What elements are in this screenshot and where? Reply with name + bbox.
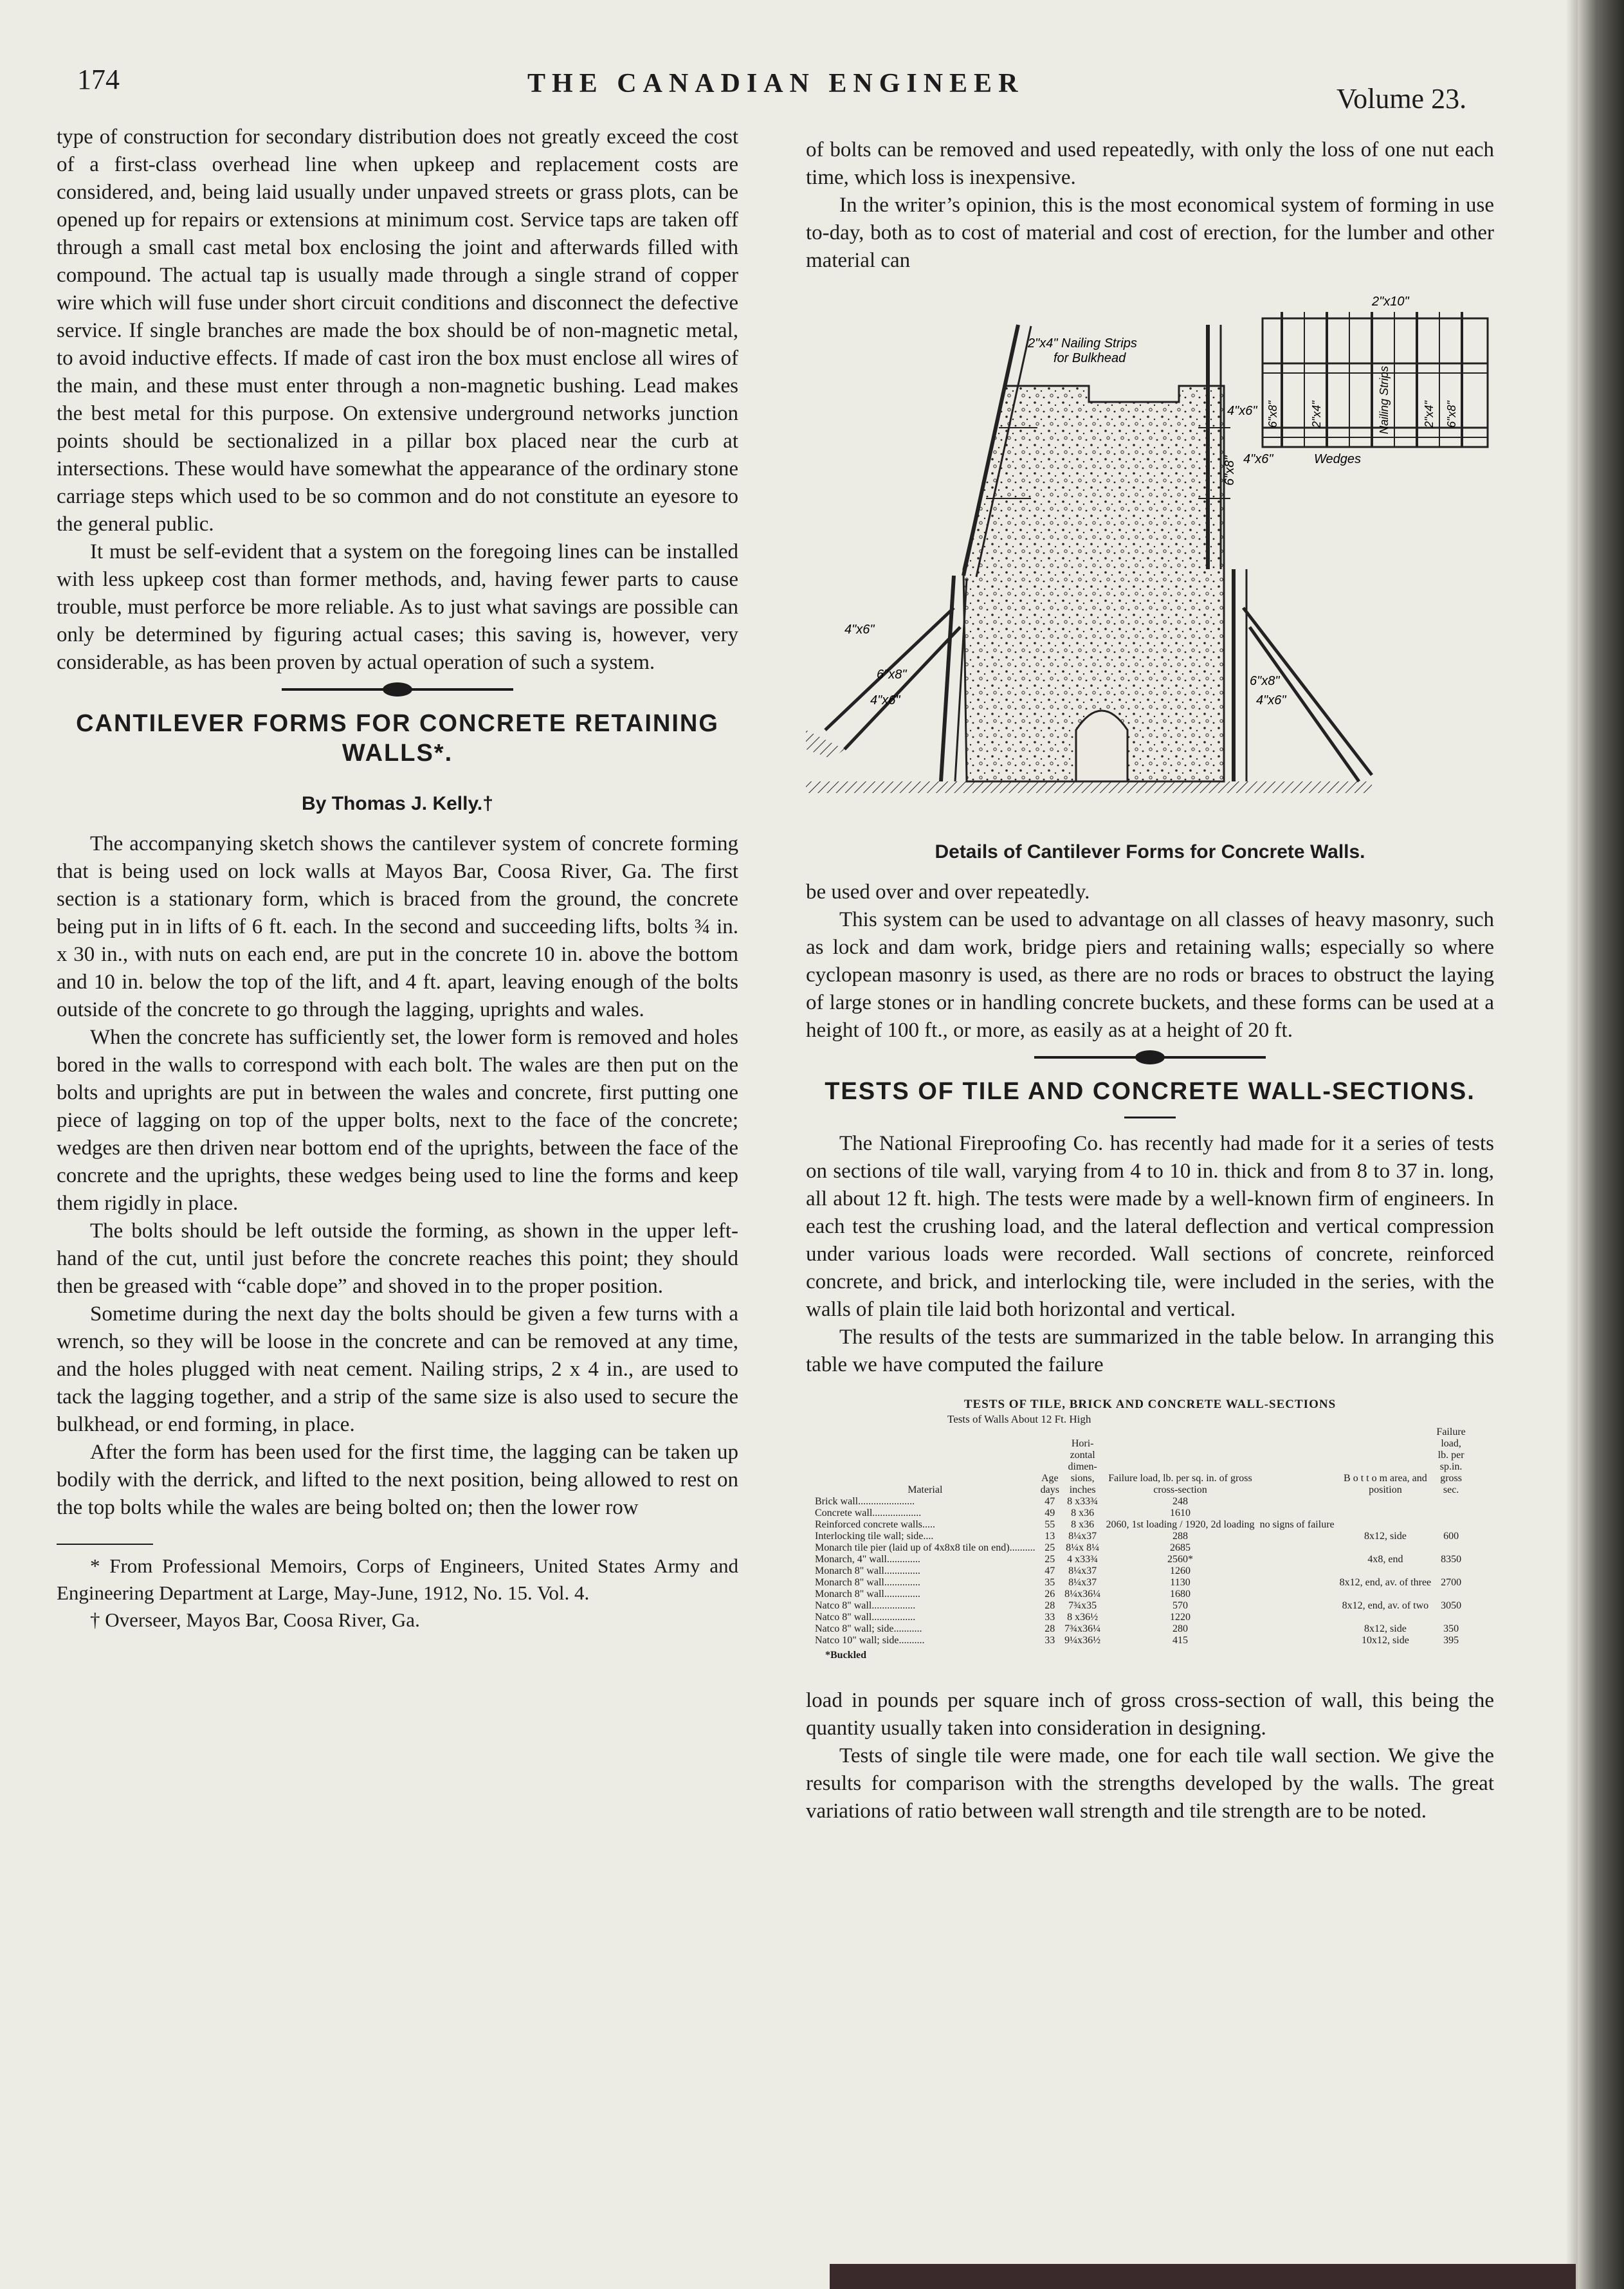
- table-row: [812, 1589, 1468, 1600]
- label: 4"x6": [870, 693, 900, 707]
- paragraph: The results of the tests are summarized in the table below. In arranging this table we have computed the failure: [806, 1326, 1494, 1376]
- table-cell-note: [1257, 1565, 1337, 1577]
- table-cell-age: 49: [1045, 1508, 1055, 1518]
- bottom-binding-tab: [830, 2264, 1576, 2289]
- col-header: Material: [908, 1484, 943, 1495]
- table-cell-material: Interlocking tile wall; side....: [815, 1531, 934, 1542]
- table-cell-failure: 2685: [1169, 1542, 1191, 1553]
- paragraph: be used over and over repeatedly.: [806, 880, 1090, 904]
- table-cell-age: 25: [1045, 1554, 1055, 1565]
- paragraph: This system can be used to advantage on all classes of heavy masonry, such as lock and dam work, bridge piers and retaining walls; especially so where cyclopean masonry is used, as there are no rods or braces to obstruct the laying of large stones or in handling concrete buckets, and these forms can be used at a height of 100 ft., or more, as easily as at a height of 20 ft.: [806, 908, 1494, 1042]
- table-cell-dims: 9¼x36½: [1064, 1635, 1101, 1646]
- label: 4"x6": [1227, 404, 1257, 418]
- table-cell-material: Natco 8" wall; side...........: [815, 1623, 922, 1634]
- table-title: TESTS OF TILE, BRICK AND CONCRETE WALL-SECTIONS: [963, 1398, 1337, 1411]
- label: 6"x8": [877, 668, 907, 682]
- table-cell-dims: 8 x36: [1071, 1508, 1095, 1518]
- table-cell-fail_tile: 395: [1443, 1635, 1459, 1646]
- table-cell-bottom: 8x12, side: [1364, 1531, 1407, 1542]
- table-cell-age: 35: [1045, 1577, 1055, 1588]
- table-cell-bottom: 8x12, side: [1364, 1623, 1407, 1634]
- paragraph: Tests of single tile were made, one for each tile wall section. We give the results for comparison with the strengths developed by the walls. The great variations of ratio between wall strength and tile strength are to be noted.: [806, 1744, 1494, 1823]
- table-cell-age: 28: [1045, 1600, 1055, 1611]
- paragraph: The National Fireproofing Co. has recently had made for it a series of tests on sections of tile wall, varying from 4 to 10 in. thick and from 8 to 37 in. long, all about 12 ft. high. The tests were made by a well-known firm of engineers. In each test the crushing load, and the lateral deflection and vertical compression under various loads were recorded. Wall sections of concrete, reinforced concrete, and brick, and interlocking tile, were included in the series, with the walls of plain tile laid both horizontal and vertical.: [806, 1132, 1494, 1321]
- table-cell-fail_tile: [1434, 1542, 1468, 1554]
- label: 6"x8": [1445, 401, 1458, 428]
- paragraph: It must be self-evident that a system on the foregoing lines can be installed with less upkeep cost than former methods, and, having fewer parts to cause trouble, must perforce be more reliable. As to just what savings are possible can only be determined by figuring actual cases; this saving is, however, very considerable, as has been proven by actual operation of such a system.: [57, 540, 738, 674]
- label: 4"x6": [844, 623, 875, 637]
- table-cell-age: 25: [1045, 1542, 1055, 1553]
- table-cell-material: Monarch tile pier (laid up of 4x8x8 tile on end)..........: [815, 1542, 1036, 1553]
- table-cell-age: 33: [1045, 1612, 1055, 1623]
- table-cell-note: [1257, 1600, 1337, 1612]
- col-header: Hori-zontal dimen-sions, inches: [1068, 1438, 1097, 1495]
- table-cell-fail_tile: [1434, 1508, 1468, 1519]
- table-cell-age: 47: [1045, 1496, 1055, 1507]
- table-cell-note: [1257, 1577, 1337, 1589]
- cantilever-forms-drawing: [806, 286, 1494, 833]
- paragraph: Sometime during the next day the bolts should be given a few turns with a wrench, so they will be loose in the concrete and can be removed at any time, and the holes plugged with neat cement. Nailing strips, 2 x 4 in., are used to tack the lagging together, and a strip of the same size is also used to secure the bulkhead, or end forming, in place.: [57, 1302, 738, 1436]
- table-row: [812, 1519, 1468, 1531]
- table-cell-bottom: 8x12, end, av. of two: [1342, 1600, 1429, 1611]
- paragraph: After the form has been used for the first time, the lagging can be taken up bodily with the derrick, and lifted to the next position, being allowed to rest on the top bolts while the wales are being bolted on; then the lower row: [57, 1441, 738, 1519]
- table-row: [812, 1623, 1468, 1635]
- table-cell-dims: 8¼x37: [1068, 1577, 1097, 1588]
- table-cell-bottom: [1337, 1565, 1434, 1577]
- label: 2"x4": [1310, 401, 1323, 428]
- table-cell-failure: 1610: [1169, 1508, 1191, 1518]
- table-body: [812, 1496, 1468, 1646]
- table-header-row: [812, 1427, 1468, 1496]
- table-row: [812, 1554, 1468, 1565]
- table-cell-bottom: [1337, 1508, 1434, 1519]
- table-cell-failure: 1680: [1169, 1589, 1191, 1600]
- running-title: THE CANADIAN ENGINEER: [527, 69, 1025, 98]
- section-divider: [282, 688, 513, 691]
- table-cell-age: 47: [1045, 1565, 1055, 1576]
- table-cell-dims: 8 x36: [1071, 1519, 1095, 1530]
- volume-label: Volume 23.: [1337, 83, 1467, 114]
- paragraph: When the concrete has sufficiently set, the lower form is removed and holes bored in the walls to correspond with each bolt. The wales are then put on the bolts and uprights are put in between the wales and concrete, first putting one piece of lagging on top of the upper bolts, next to the face of the concrete; wedges are then driven near bottom end of the uprights, between the face of the concrete and the uprights, these wedges being used to line the forms and keep them rigidly in place.: [57, 1026, 738, 1215]
- col-header: Failure load, lb. per sq. in. of gross cross-section: [1108, 1473, 1252, 1495]
- table-cell-bottom: [1337, 1519, 1434, 1531]
- label: 2"x4": [1423, 401, 1436, 428]
- left-column: [57, 123, 738, 1634]
- paragraph: In the writer’s opinion, this is the most economical system of forming in use to-day, both as to cost of material and cost of erection, for the lumber and other material can: [806, 194, 1494, 272]
- paragraph: The bolts should be left outside the forming, as shown in the upper left-hand of the cut, until just before the concrete reaches this point; they should then be greased with “cable dope” and shoved in to the proper position.: [57, 1219, 738, 1298]
- article-title: TESTS OF TILE AND CONCRETE WALL-SECTIONS.: [825, 1078, 1475, 1105]
- table-cell-note: [1257, 1635, 1337, 1646]
- table-cell-bottom: 8x12, end, av. of three: [1339, 1577, 1432, 1588]
- table-cell-bottom: 4x8, end: [1367, 1554, 1403, 1565]
- table-cell-dims: 8¼x 8¼: [1066, 1542, 1100, 1553]
- table-cell-bottom: [1337, 1496, 1434, 1508]
- figure-caption: Details of Cantilever Forms for Concrete Walls.: [935, 841, 1365, 862]
- table-cell-bottom: [1337, 1612, 1434, 1623]
- table-cell-failure: 415: [1172, 1635, 1188, 1646]
- tests-table-block: [806, 1398, 1494, 1661]
- label: 6"x8": [1266, 401, 1279, 428]
- table-row: [812, 1496, 1468, 1508]
- tests-table: [812, 1427, 1468, 1646]
- table-cell-fail_tile: 2700: [1441, 1577, 1462, 1588]
- label: 4"x6": [1256, 693, 1286, 707]
- label: Wedges: [1314, 452, 1362, 466]
- col-header: B o t t o m area, and position: [1344, 1473, 1427, 1495]
- table-row: [812, 1612, 1468, 1623]
- table-cell-failure: 288: [1172, 1531, 1188, 1542]
- footnote: * From Professional Memoirs, Corps of Engineers, United States Army and Engineering Department at Large, May-June, 1912, No. 15. Vol. 4.: [57, 1555, 738, 1604]
- table-cell-note: [1257, 1542, 1337, 1554]
- table-cell-note: [1257, 1589, 1337, 1600]
- table-cell-note: [1257, 1554, 1337, 1565]
- section-divider: [1034, 1056, 1266, 1059]
- table-cell-dims: 8¼x37: [1068, 1531, 1097, 1542]
- page-number: 174: [77, 64, 120, 95]
- table-cell-failure: 1130: [1170, 1577, 1191, 1588]
- table-cell-fail_tile: [1434, 1589, 1468, 1600]
- table-cell-material: Monarch 8" wall..............: [815, 1589, 920, 1600]
- footnote-rule: [57, 1544, 153, 1545]
- table-cell-fail_tile: [1434, 1519, 1468, 1531]
- table-cell-fail_tile: [1434, 1496, 1468, 1508]
- table-cell-note: [1257, 1508, 1337, 1519]
- table-cell-note: [1257, 1496, 1337, 1508]
- table-cell-fail_tile: 600: [1443, 1531, 1459, 1542]
- table-cell-material: Natco 10" wall; side..........: [815, 1635, 925, 1646]
- col-header: Age days: [1040, 1473, 1059, 1495]
- table-cell-bottom: 10x12, side: [1362, 1635, 1409, 1646]
- table-cell-note: [1257, 1531, 1337, 1542]
- table-cell-dims: 7¾x35: [1068, 1600, 1097, 1611]
- table-cell-dims: 8¼x37: [1068, 1565, 1097, 1576]
- table-cell-material: Monarch 8" wall..............: [815, 1577, 920, 1588]
- table-cell-failure: 570: [1172, 1600, 1188, 1611]
- table-cell-bottom: [1337, 1542, 1434, 1554]
- col-header: Failure load, lb. per sp.in. gross sec.: [1436, 1427, 1466, 1495]
- label: 6"x8": [1223, 455, 1237, 486]
- table-cell-material: Monarch 8" wall..............: [815, 1565, 920, 1576]
- table-cell-age: 26: [1045, 1589, 1055, 1600]
- page-edge-shadow: [1566, 0, 1578, 2289]
- table-cell-fail_tile: 3050: [1441, 1600, 1462, 1611]
- label: 2"x4" Nailing Strips: [1028, 336, 1137, 351]
- ground: [806, 781, 1372, 793]
- label: for Bulkhead: [1054, 351, 1126, 365]
- col-header: [1257, 1427, 1337, 1496]
- paragraph: type of construction for secondary distribution does not greatly exceed the cost of a first-class overhead line when upkeep and replacement costs are considered, and, being laid usually under unpaved streets or grass plots, can be opened up for repairs or extensions at minimum cost. Service taps are taken off through a small cast metal box enclosing the joint and afterwards filled with compound. The actual tap is usually made through a single strand of copper wire which will fuse under short circuit conditions and disconnect the defective service. If single branches are made the box should be of non-magnetic metal, to avoid inductive effects. If made of cast iron the box must enclose all wires of the main, and these must enter through a non-magnetic bushing. Lead makes the best metal for this purpose. On extensive underground networks junction points should be sectionalized in a pillar box placed near the curb at intersections. These would have somewhat the appearance of the ordinary stone carriage steps which used to be so common and do not constitute an eyesore to the general public.: [57, 125, 738, 536]
- table-row: [812, 1542, 1468, 1554]
- table-cell-fail_tile: 350: [1443, 1623, 1459, 1634]
- table-cell-note: [1257, 1623, 1337, 1635]
- table-footnote: *Buckled: [825, 1650, 867, 1661]
- table-cell-material: Brick wall......................: [815, 1496, 915, 1507]
- table-cell-note: no signs of failure: [1259, 1519, 1335, 1530]
- table-row: [812, 1600, 1468, 1612]
- table-cell-material: Natco 8" wall.................: [815, 1612, 916, 1623]
- footnote: † Overseer, Mayos Bar, Coosa River, Ga.: [90, 1609, 420, 1631]
- table-subtitle: Tests of Walls About 12 Ft. High: [947, 1413, 1091, 1425]
- table-cell-dims: 8 x33¾: [1067, 1496, 1099, 1507]
- table-cell-dims: 4 x33¾: [1067, 1554, 1099, 1565]
- table-cell-age: 55: [1045, 1519, 1055, 1530]
- table-row: [812, 1577, 1468, 1589]
- table-cell-failure: 2060, 1st loading / 1920, 2d loading: [1106, 1519, 1255, 1530]
- table-cell-material: Reinforced concrete walls.....: [815, 1519, 936, 1530]
- article-byline: By Thomas J. Kelly.†: [302, 793, 493, 814]
- table-cell-fail_tile: 8350: [1441, 1554, 1462, 1565]
- table-cell-note: [1257, 1612, 1337, 1623]
- right-column: [806, 136, 1494, 1825]
- label: 6"x8": [1250, 674, 1280, 688]
- label: 4"x6": [1243, 452, 1273, 466]
- table-row: [812, 1531, 1468, 1542]
- table-cell-material: Monarch, 4" wall.............: [815, 1554, 920, 1565]
- table-cell-material: Concrete wall...................: [815, 1508, 922, 1518]
- label: Nailing Strips: [1378, 365, 1391, 434]
- table-cell-material: Natco 8" wall.................: [815, 1600, 916, 1611]
- table-cell-failure: 1260: [1169, 1565, 1191, 1576]
- table-cell-dims: 8 x36½: [1067, 1612, 1099, 1623]
- paragraph: The accompanying sketch shows the cantilever system of concrete forming that is being used on lock walls at Mayos Bar, Coosa River, Ga. The first section is a stationary form, which is braced from the ground, the concrete being put in in lifts of 6 ft. each. In the second and succeeding lifts, bolts ¾ in. x 30 in., with nuts on each end, are put in the concrete 10 in. above the bottom and 10 in. below the top of the lift, and 4 ft. apart, leaving enough of the bolts outside of the concrete to go through the lagging, uprights and wales.: [57, 832, 738, 1021]
- table-cell-failure: 2560*: [1167, 1554, 1193, 1565]
- culvert-arch: [1076, 711, 1127, 781]
- book-spine: [1578, 0, 1624, 2289]
- table-cell-dims: 8¼x36¼: [1064, 1589, 1101, 1600]
- paragraph: of bolts can be removed and used repeatedly, with only the loss of one nut each time, which loss is inexpensive.: [806, 138, 1494, 189]
- table-row: [812, 1508, 1468, 1519]
- table-cell-failure: 1220: [1169, 1612, 1191, 1623]
- table-cell-age: 13: [1045, 1531, 1055, 1542]
- table-cell-age: 28: [1045, 1623, 1055, 1634]
- label: 2"x10": [1372, 295, 1409, 309]
- table-cell-fail_tile: [1434, 1565, 1468, 1577]
- title-rule: [1124, 1117, 1176, 1118]
- table-row: [812, 1635, 1468, 1646]
- cantilever-forms-figure: [806, 286, 1494, 833]
- table-cell-bottom: [1337, 1589, 1434, 1600]
- table-row: [812, 1565, 1468, 1577]
- table-cell-failure: 280: [1172, 1623, 1188, 1634]
- table-cell-dims: 7¾x36¼: [1064, 1623, 1101, 1634]
- table-cell-fail_tile: [1434, 1612, 1468, 1623]
- article-title: CANTILEVER FORMS FOR CONCRETE RETAINING WALLS*.: [76, 710, 719, 767]
- paragraph: load in pounds per square inch of gross cross-section of wall, this being the quantity usually taken into consideration in designing.: [806, 1689, 1494, 1740]
- table-cell-age: 33: [1045, 1635, 1055, 1646]
- table-cell-failure: 248: [1172, 1496, 1188, 1507]
